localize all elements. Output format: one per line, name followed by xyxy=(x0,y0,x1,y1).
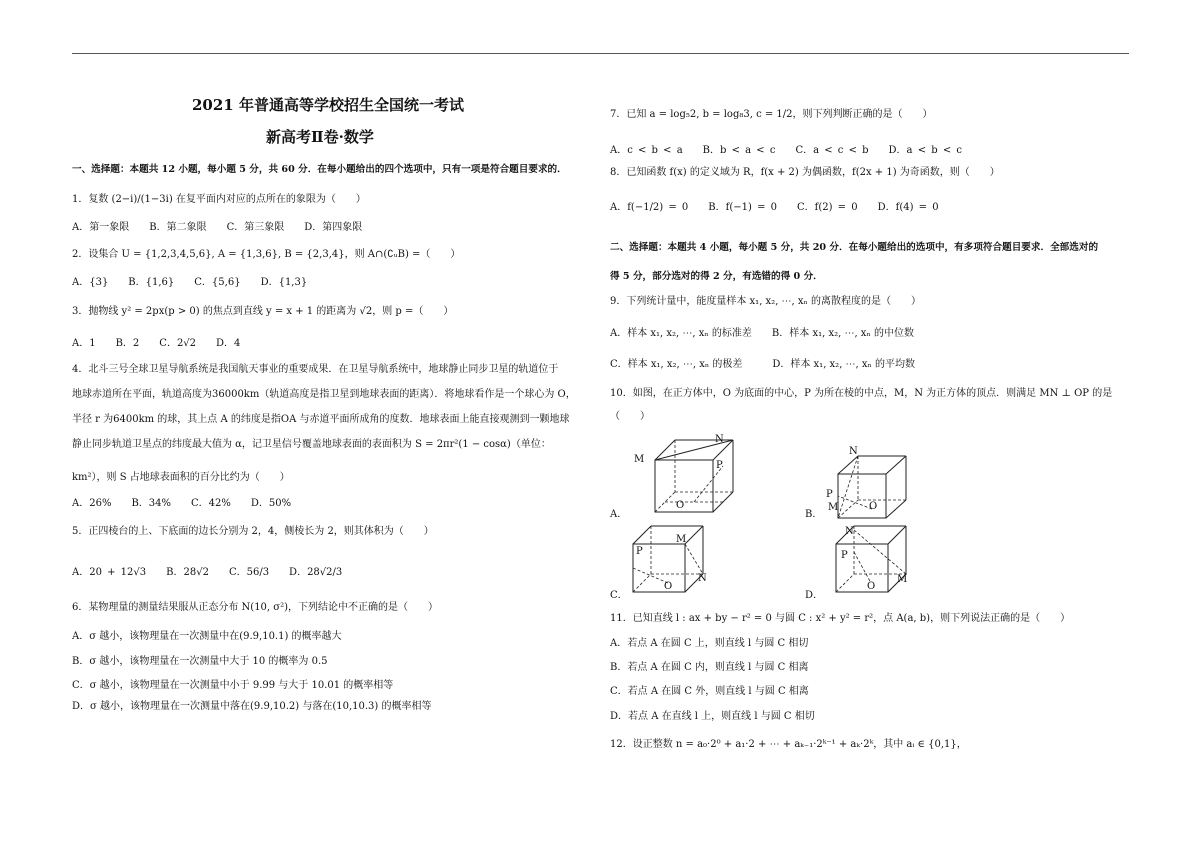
q2-stem: 2．设集合 U = {1,2,3,4,5,6}, A = {1,3,6}, B = {2,3,4}，则 A∩(∁ᵤB) =（ ） xyxy=(72,249,461,260)
q10-c-point-n: N xyxy=(698,573,707,584)
q12-stem: 12．设正整数 n = a₀·2⁰ + a₁·2 + ⋯ + aₖ₋₁·2ᵏ⁻¹ + aₖ·2ᵏ，其中 aᵢ ∈ {0,1}， xyxy=(610,739,967,750)
q10-c-point-m: M xyxy=(676,534,687,545)
q6-option-d: D．σ 越小，该物理量在一次测量中落在(9.9,10.2) 与落在(10,10.3) 的概率相等 xyxy=(72,701,432,712)
q10-a-point-p: P xyxy=(716,460,723,471)
q10-a-point-m: M xyxy=(634,454,645,465)
q10-a-point-n: N xyxy=(715,434,724,445)
q4-line2: 地球赤道所在平面，轨道高度为36000km（轨道高度是指卫星到地球表面的距离）．将地球看作是一个球心为 O， xyxy=(72,389,576,400)
q4-line3: 半径 r 为6400km 的球，其上点 A 的纬度是指OA 与赤道平面所成角的度数．地球表面上能直接观测到一颗地球 xyxy=(72,414,570,425)
q1-stem: 1．复数 (2−i)/(1−3i) 在复平面内对应的点所在的象限为（ ） xyxy=(72,194,366,205)
q10-figure-c xyxy=(610,522,800,604)
q3-stem: 3．抛物线 y² = 2px(p > 0) 的焦点到直线 y = x + 1 的距离为 √2，则 p =（ ） xyxy=(72,306,454,317)
q4-line4: 静止同步轨道卫星点的纬度最大值为 α，记卫星信号覆盖地球表面的表面积为 S = 2πr²(1 − cosα)（单位： xyxy=(72,439,551,450)
q3-options: A．1 B．2 C．2√2 D．4 xyxy=(72,338,241,349)
q8-stem: 8．已知函数 f(x) 的定义域为 R，f(x + 2) 为偶函数，f(2x + 1) 为奇函数，则（ ） xyxy=(610,167,1000,178)
q10-b-point-p: P xyxy=(826,489,833,500)
q6-option-c: C．σ 越小，该物理量在一次测量中小于 9.99 与大于 10.01 的概率相等 xyxy=(72,680,394,691)
section2-line2: 得 5 分，部分选对的得 2 分，有选错的得 0 分． xyxy=(610,271,823,282)
q5-stem: 5．正四棱台的上、下底面的边长分别为 2，4，侧棱长为 2，则其体积为（ ） xyxy=(72,526,434,537)
q10-line2: （ ） xyxy=(610,411,650,422)
q1-options: A．第一象限 B．第二象限 C．第三象限 D．第四象限 xyxy=(72,222,363,233)
exam-subtitle: 新高考Ⅱ卷·数学 xyxy=(266,128,374,146)
q10-figure-a xyxy=(610,432,800,522)
q10-d-point-p: P xyxy=(841,550,848,561)
q7-stem: 7．已知 a = log₅2, b = log₈3, c = 1/2，则下列判断正确的是（ ） xyxy=(610,109,933,120)
q10-d-point-m: M xyxy=(897,574,908,585)
q10-b-point-o: O xyxy=(869,501,878,512)
q10-label-d: D． xyxy=(805,590,824,601)
q9-stem: 9．下列统计量中，能度量样本 x₁, x₂, ⋯, xₙ 的离散程度的是（ ） xyxy=(610,296,922,307)
q4-line1: 4．北斗三号全球卫星导航系统是我国航天事业的重要成果．在卫星导航系统中，地球静止同步卫星的轨道位于 xyxy=(72,364,559,375)
q8-options: A．f(−1/2) = 0 B．f(−1) = 0 C．f(2) = 0 D．f(4) = 0 xyxy=(610,202,939,213)
header-rule xyxy=(72,53,1129,54)
q11-stem: 11．已知直线 l : ax + by − r² = 0 与圆 C : x² + y² = r²，点 A(a, b)，则下列说法正确的是（ ） xyxy=(610,613,1071,624)
q10-label-a: A． xyxy=(610,509,628,520)
section1-heading: 一、选择题：本题共 12 小题，每小题 5 分，共 60 分．在每小题给出的四个选项中，只有一项是符合题目要求的． xyxy=(72,164,567,175)
q10-b-point-m: M xyxy=(828,502,839,513)
q10-figure-b xyxy=(805,438,995,522)
q10-label-c: C． xyxy=(610,590,628,601)
q2-options: A．{3} B．{1,6} C．{5,6} D．{1,3} xyxy=(72,277,308,288)
exam-title: 2021 年普通高等学校招生全国统一考试 xyxy=(192,96,464,114)
q10-label-b: B． xyxy=(805,509,823,520)
q7-options: A．c < b < a B．b < a < c C．a < c < b D．a < b < c xyxy=(610,145,962,156)
q9-options-cd: C．样本 x₁, x₂, ⋯, xₙ 的极差 D．样本 x₁, x₂, ⋯, xₙ 的平均数 xyxy=(610,359,916,370)
q10-figure-d xyxy=(805,522,995,604)
q9-options-ab: A．样本 x₁, x₂, ⋯, xₙ 的标准差 B．样本 x₁, x₂, ⋯, xₙ 的中位数 xyxy=(610,328,914,339)
q6-option-a: A．σ 越小，该物理量在一次测量中在(9.9,10.1) 的概率越大 xyxy=(72,631,342,642)
q4-options: A．26% B．34% C．42% D．50% xyxy=(72,498,292,509)
q10-b-point-n: N xyxy=(849,446,858,457)
q11-option-d: D．若点 A 在直线 l 上，则直线 l 与圆 C 相切 xyxy=(610,711,815,722)
q11-option-a: A．若点 A 在圆 C 上，则直线 l 与圆 C 相切 xyxy=(610,638,809,649)
q10-d-point-n: N xyxy=(845,526,854,537)
q6-stem: 6．某物理量的测量结果服从正态分布 N(10, σ²)，下列结论中不正确的是（ ） xyxy=(72,602,439,613)
q10-c-point-o: O xyxy=(664,581,673,592)
q10-a-point-o: O xyxy=(676,500,685,511)
q10-c-point-p: P xyxy=(636,546,643,557)
q4-line5: km²），则 S 占地球表面积的百分比约为（ ） xyxy=(72,472,290,483)
section2-line1: 二、选择题：本题共 4 小题，每小题 5 分，共 20 分．在每小题给出的选项中，有多项符合题目要求．全部选对的 xyxy=(610,242,1099,253)
q6-option-b: B．σ 越小，该物理量在一次测量中大于 10 的概率为 0.5 xyxy=(72,656,328,667)
q10-d-point-o: O xyxy=(867,581,876,592)
q5-options: A．20 + 12√3 B．28√2 C．56/3 D．28√2/3 xyxy=(72,567,343,578)
cube-figure-a xyxy=(630,432,750,517)
q11-option-c: C．若点 A 在圆 C 外，则直线 l 与圆 C 相离 xyxy=(610,686,809,697)
q10-line1: 10．如图，在正方体中，O 为底面的中心，P 为所在棱的中点，M，N 为正方体的顶点．则满足 MN ⊥ OP 的是 xyxy=(610,388,1113,399)
q11-option-b: B．若点 A 在圆 C 内，则直线 l 与圆 C 相离 xyxy=(610,662,809,673)
